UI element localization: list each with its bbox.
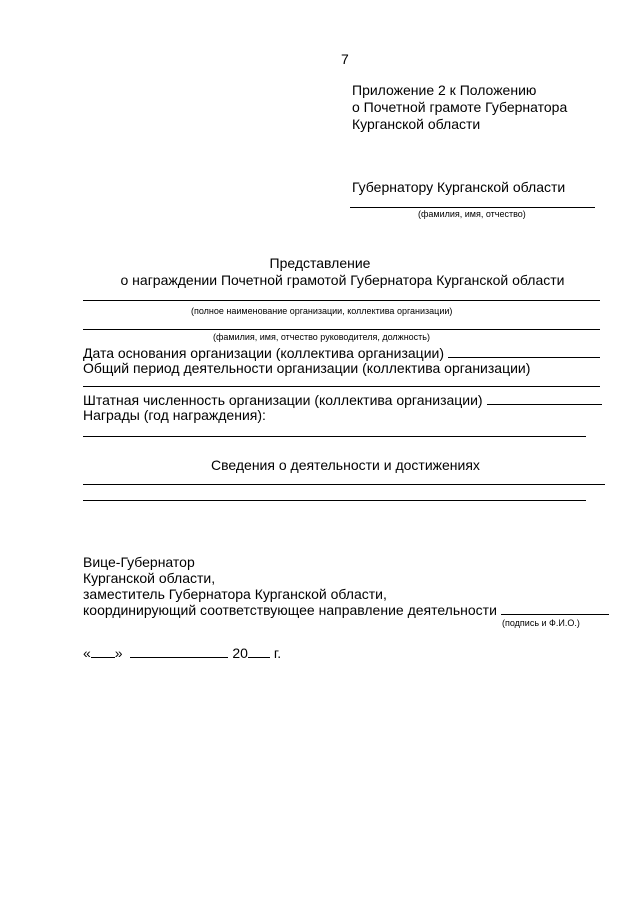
document-title: Представление: [269, 255, 371, 271]
staff-count-field[interactable]: [487, 392, 602, 405]
org-name-line: [83, 300, 600, 301]
date-row: [83, 645, 281, 660]
date-year-prefix: 20: [232, 645, 248, 661]
signature-field[interactable]: [501, 602, 609, 615]
date-close-quote: »: [114, 645, 123, 661]
staff-count-row: [83, 392, 602, 407]
head-name-caption: (фамилия, имя, отчество руководителя, должность): [213, 332, 430, 342]
signatory-line-1: Вице-Губернатор: [83, 554, 195, 570]
activity-field-line-2[interactable]: [83, 500, 586, 501]
founding-date-field[interactable]: [448, 345, 600, 358]
appendix-line-1: Приложение 2 к Положению: [352, 82, 537, 98]
signatory-row: [83, 602, 609, 617]
date-suffix: г.: [273, 645, 282, 661]
total-period-field[interactable]: [83, 386, 600, 387]
date-day-field[interactable]: [91, 645, 115, 658]
addressee-name-line: [350, 207, 595, 208]
signatory-line-3: заместитель Губернатора Курганской области,: [83, 586, 387, 602]
section-title: Сведения о деятельности и достижениях: [211, 457, 480, 473]
founding-date-label: Дата основания организации (коллектива организации): [83, 345, 444, 361]
signatory-line-2: Курганской области,: [83, 570, 216, 586]
awards-field[interactable]: [83, 436, 586, 437]
total-period-label: Общий период деятельности организации (коллектива организации): [83, 360, 531, 376]
page-number: 7: [341, 51, 349, 67]
date-month-field[interactable]: [130, 645, 228, 658]
signature-caption: (подпись и Ф.И.О.): [502, 618, 580, 628]
activity-field-line-1[interactable]: [83, 484, 605, 485]
date-open-quote: «: [83, 645, 91, 661]
staff-count-label: Штатная численность организации (коллектива организации): [83, 392, 483, 408]
awards-label: Награды (год награждения):: [83, 407, 266, 423]
appendix-line-3: Курганской области: [352, 116, 481, 132]
document-subtitle: о награждении Почетной грамотой Губернатора Курганской области: [120, 272, 565, 288]
addressee-caption: (фамилия, имя, отчество): [418, 209, 526, 219]
org-name-caption: (полное наименование организации, коллектива организации): [191, 306, 453, 316]
appendix-line-2: о Почетной грамоте Губернатора: [352, 99, 568, 115]
date-year-field[interactable]: [248, 645, 270, 658]
signatory-line-4: координирующий соответствующее направление деятельности: [83, 602, 497, 618]
head-name-line: [83, 329, 600, 330]
founding-date-row: [83, 345, 600, 360]
addressee-line: Губернатору Курганской области: [352, 179, 566, 195]
